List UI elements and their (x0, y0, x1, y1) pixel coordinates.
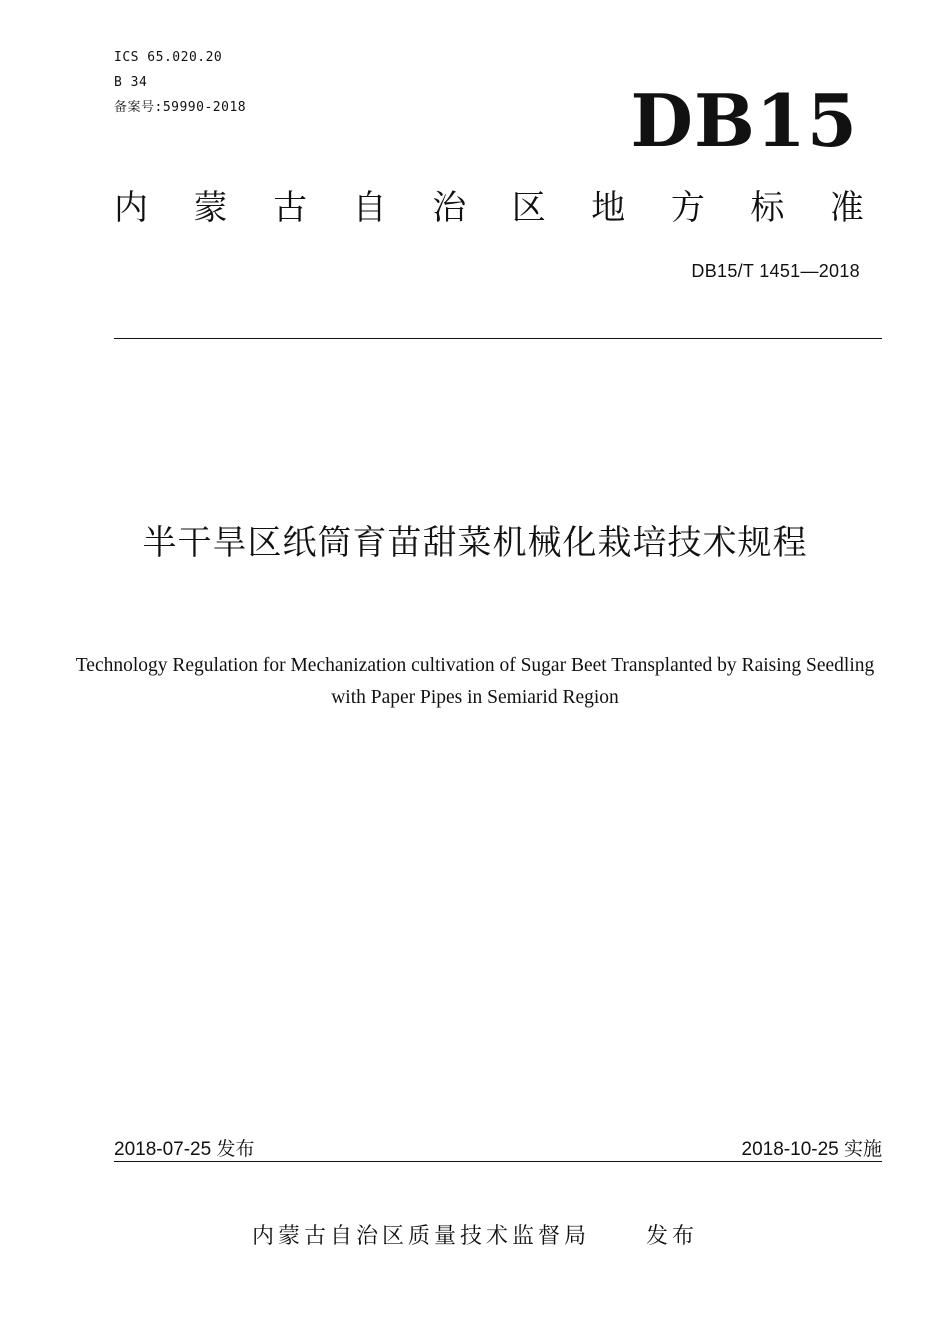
title-english: Technology Regulation for Mechanization cultivation of Sugar Beet Transplanted by Raising Seedling with Paper Pipes in Semiarid Region (75, 655, 875, 708)
standard-type-char: 古 (273, 188, 308, 228)
standard-type-char: 治 (432, 188, 467, 228)
issuer-line (0, 1222, 950, 1252)
ics-code: ICS 65.020.20 (114, 50, 223, 65)
classification-code: B 34 (114, 75, 148, 90)
standard-type-char: 准 (829, 188, 864, 228)
standard-type-char: 蒙 (193, 188, 228, 228)
standard-number: DB15/T 1451—2018 (691, 261, 860, 281)
top-divider (114, 338, 882, 339)
standard-type-char: 内 (114, 188, 148, 228)
standard-type-char: 区 (511, 188, 546, 228)
effective-date: 2018-10-25 实施 (741, 1139, 882, 1160)
standard-type-char: 方 (670, 188, 705, 228)
db15-logo: DB15 (630, 78, 858, 163)
issuer-name: 内蒙古自治区质量技术监督局 (251, 1224, 590, 1249)
standard-type-char: 地 (591, 188, 626, 228)
standard-type-heading (114, 186, 864, 230)
standard-type-char: 标 (750, 188, 785, 228)
issuer-action: 发布 (646, 1224, 699, 1249)
bottom-divider (114, 1161, 882, 1162)
standard-type-char: 自 (352, 188, 387, 228)
record-number: 备案号:59990-2018 (114, 100, 247, 115)
title-chinese: 半干旱区纸筒育苗甜菜机械化栽培技术规程 (142, 523, 808, 563)
publish-date: 2018-07-25 发布 (114, 1139, 255, 1160)
